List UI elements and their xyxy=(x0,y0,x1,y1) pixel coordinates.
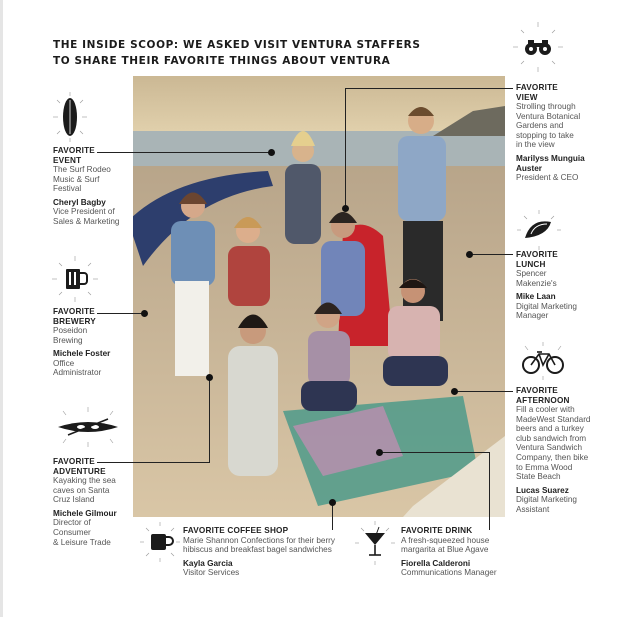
marker-event xyxy=(268,149,275,156)
surfboard-icon xyxy=(51,92,89,147)
leader-line-afternoon xyxy=(455,391,513,392)
favorite-view-block: FAVORITE VIEW Strolling through Ventura Botanical Gardens and stopping to take in the view Marilyss Munguia Auster President & CEO xyxy=(516,83,585,183)
leader-line-view xyxy=(345,88,513,89)
binoculars-icon xyxy=(513,22,563,77)
favorite-adventure-block: FAVORITE ADVENTURE Kayaking the sea caves on Santa Cruz Island Michele Gilmour Director of Consumer & Leisure Trade xyxy=(53,457,117,547)
taco-icon xyxy=(517,210,561,255)
favorite-drink-block: FAVORITE DRINK A fresh-squeezed house margarita at Blue Agave Fiorella Calderoni Communications Manager xyxy=(401,526,497,578)
staff-group-photo xyxy=(133,76,505,517)
leader-line-lunch xyxy=(470,254,513,255)
beach-scene-illustration xyxy=(133,76,505,517)
favorite-event-block: FAVORITE EVENT The Surf Rodeo Music & Surf Festival Cheryl Bagby Vice President of Sales & Marketing xyxy=(53,146,120,226)
ocean xyxy=(133,131,505,171)
bicycle-icon xyxy=(517,342,569,385)
marker-afternoon xyxy=(451,388,458,395)
favorite-brewery-block: FAVORITE BREWERY Poseidon Brewing Michele Foster Office Administrator xyxy=(53,307,111,378)
marker-brewery xyxy=(141,310,148,317)
beer-mug-icon xyxy=(52,256,98,307)
marker-coffee-shop xyxy=(329,499,336,506)
page-edge xyxy=(0,0,3,617)
marker-adventure xyxy=(206,374,213,381)
leader-line-drink xyxy=(380,452,490,453)
marker-drink xyxy=(376,449,383,456)
coffee-cup-icon xyxy=(140,522,180,567)
kayak-icon xyxy=(53,407,123,452)
favorite-coffee-shop-block: FAVORITE COFFEE SHOP Marie Shannon Confections for their berry hibiscus and breakfast bagel sandwiches Kayla Garcia Visitor Services xyxy=(183,526,336,578)
favorite-lunch-block: FAVORITE LUNCH Spencer Makenzie's Mike Laan Digital Marketing Manager xyxy=(516,250,577,321)
favorite-afternoon-block: FAVORITE AFTERNOON Fill a cooler with MadeWest Standard beers and a turkey club sandwich from Ventura Sandwich Company, then bike to Emma Wood State Beach Lucas Suarez Digital Marketing Assistant xyxy=(516,386,591,514)
marker-lunch xyxy=(466,251,473,258)
marker-view xyxy=(342,205,349,212)
page-title: THE INSIDE SCOOP: WE ASKED VISIT VENTURA STAFFERS TO SHARE THEIR FAVORITE THINGS ABOUT VENTURA xyxy=(53,39,421,67)
